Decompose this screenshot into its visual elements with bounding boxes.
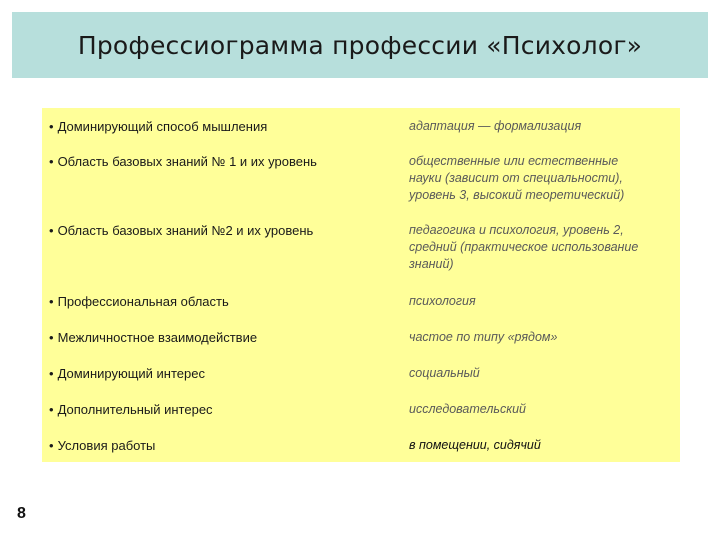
row-label-text: Профессиональная область: [57, 294, 229, 309]
title-bar: [12, 12, 708, 78]
row-label-text: Доминирующий способ мышления: [57, 119, 268, 134]
row-value-line: педагогика и психология, уровень 2,: [409, 223, 624, 237]
profession-table: [42, 108, 680, 462]
row-label: [49, 293, 394, 310]
bullet-icon: •: [49, 366, 54, 381]
row-label-text: Дополнительный интерес: [57, 402, 213, 417]
row-value-line: частое по типу «рядом»: [409, 330, 558, 344]
slide-title: Профессиограмма профессии «Психолог»: [77, 30, 643, 60]
row-label-text: Межличностное взаимодействие: [57, 330, 258, 345]
bullet-icon: •: [49, 154, 54, 169]
row-value-line: исследовательский: [409, 402, 527, 416]
row-label: [49, 153, 394, 170]
row-value-line: адаптация — формализация: [409, 119, 582, 133]
row-value-line: науки (зависит от специальности),: [409, 171, 623, 185]
row-value: [409, 153, 671, 204]
row-value-line: в помещении, сидячий: [409, 438, 541, 452]
row-value: [409, 222, 671, 273]
row-label: [49, 401, 394, 418]
row-value-line: средний (практическое использование: [409, 240, 639, 254]
row-label-text: Область базовых знаний №2 и их уровень: [57, 223, 314, 238]
row-value-line: знаний): [409, 257, 454, 271]
row-value: [409, 401, 671, 418]
row-label: [49, 118, 394, 135]
row-value: [409, 365, 671, 382]
page-number: 8: [17, 505, 26, 522]
bullet-icon: •: [49, 402, 54, 417]
bullet-icon: •: [49, 330, 54, 345]
bullet-icon: •: [49, 119, 54, 134]
row-value-line: психология: [409, 294, 476, 308]
bullet-icon: •: [49, 223, 54, 238]
row-value: [409, 118, 671, 135]
row-label: [49, 329, 394, 346]
row-value: [409, 329, 671, 346]
row-value-line: уровень 3, высокий теоретический): [409, 188, 625, 202]
row-label: [49, 365, 394, 382]
row-value: [409, 293, 671, 310]
row-value-line: социальный: [409, 366, 480, 380]
row-label: [49, 222, 394, 239]
row-label: [49, 437, 394, 454]
bullet-icon: •: [49, 294, 54, 309]
row-label-text: Условия работы: [57, 438, 156, 453]
row-label-text: Доминирующий интерес: [57, 366, 205, 381]
row-label-text: Область базовых знаний № 1 и их уровень: [57, 154, 317, 169]
bullet-icon: •: [49, 438, 54, 453]
row-value-line: общественные или естественные: [409, 154, 619, 168]
row-value: [409, 437, 671, 454]
